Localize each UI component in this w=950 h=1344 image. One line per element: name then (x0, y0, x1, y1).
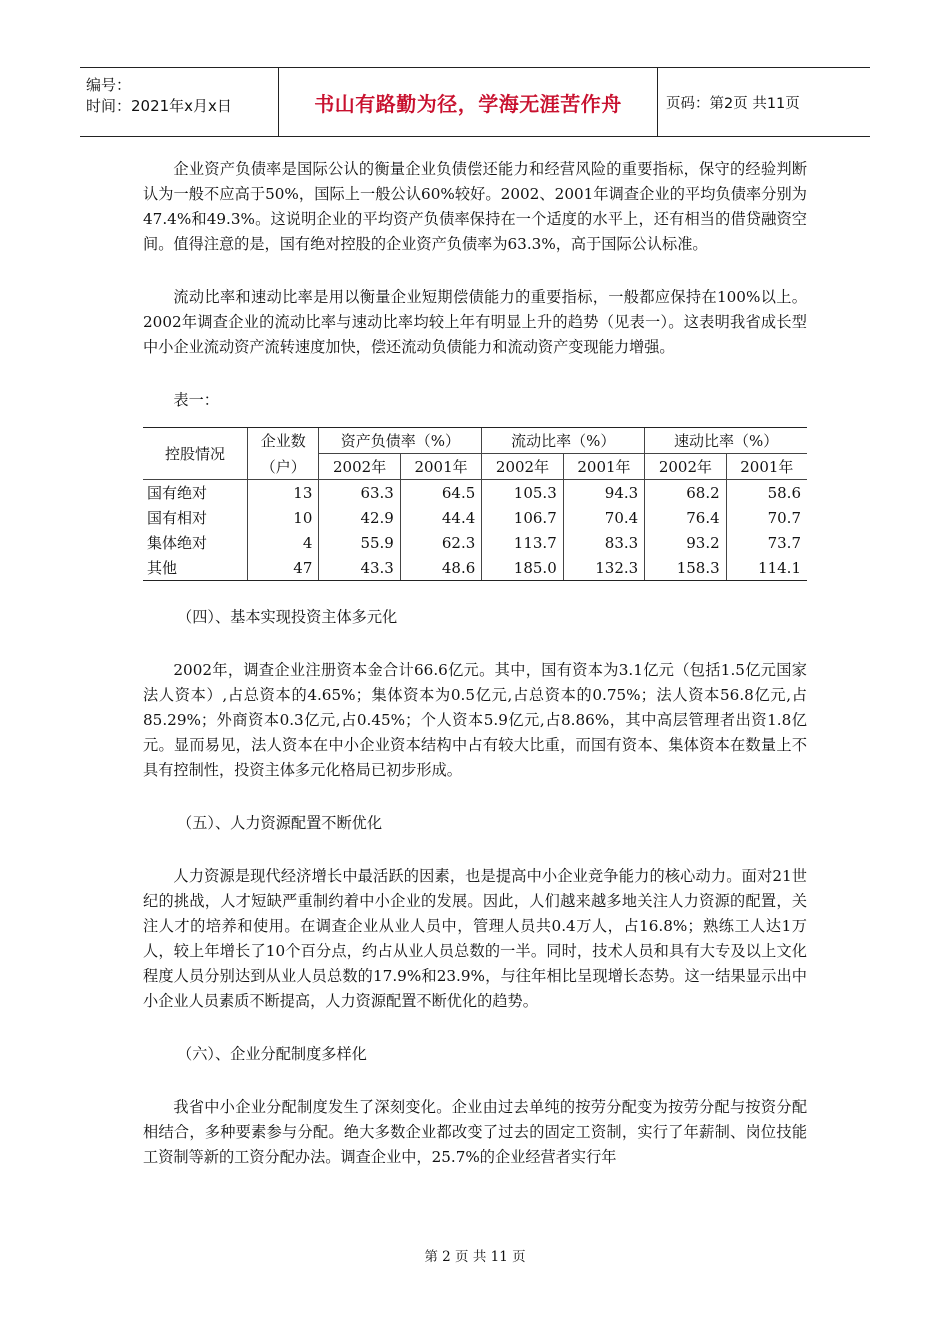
cell-value: 93.2 (645, 530, 726, 555)
cell-value: 43.3 (319, 555, 400, 581)
table-row (143, 505, 807, 530)
table-row (143, 555, 807, 581)
group-header-debt: 资产负债率（%） (319, 428, 482, 454)
table-caption: 表一： (173, 391, 219, 409)
col-header-year: 2002年 (319, 454, 400, 480)
cell-value: 105.3 (482, 480, 563, 506)
cell-value: 114.1 (726, 555, 807, 581)
section-heading-5: （五）、人力资源配置不断优化 (177, 814, 383, 832)
cell-value: 58.6 (726, 480, 807, 506)
paragraph-liquidity: 流动比率和速动比率是用以衡量企业短期偿债能力的重要指标，一般都应保持在100%以上。2002年调查企业的流动比率与速动比率均较上年有明显上升的趋势（见表一）。这表明我省成长型中小企业流动资产流转速度加快，偿还流动负债能力和流动资产变现能力增强。 (143, 288, 807, 356)
group-header-current: 流动比率（%） (482, 428, 645, 454)
col-header-year: 2002年 (645, 454, 726, 480)
row-label: 其他 (143, 555, 248, 581)
col-header-year: 2001年 (400, 454, 481, 480)
page-footer: 第 2 页 共 11 页 (424, 1249, 526, 1265)
row-label: 集体绝对 (147, 534, 208, 552)
date-label: 时间：2021年x月x日 (86, 97, 232, 115)
cell-count: 47 (248, 555, 319, 581)
cell-value: 62.3 (400, 530, 481, 555)
col-header-year: 2002年 (482, 454, 563, 480)
header-meta (80, 68, 279, 136)
doc-number-label: 编号： (86, 76, 132, 94)
header-motto: 书山有路勤为径，学海无涯苦作舟 (279, 68, 658, 136)
cell-value: 76.4 (645, 505, 726, 530)
cell-value: 113.7 (482, 530, 563, 555)
section-heading-4: （四）、基本实现投资主体多元化 (177, 608, 398, 626)
cell-count: 10 (248, 505, 319, 530)
cell-value: 94.3 (563, 480, 644, 506)
col-header-count-unit: （户） (248, 454, 319, 480)
cell-value: 185.0 (482, 555, 563, 581)
cell-value: 158.3 (645, 555, 726, 581)
header-page-info: 页码：第2页 共11页 (666, 95, 800, 112)
cell-value: 55.9 (319, 530, 400, 555)
col-header-count: 企业数 (248, 428, 319, 454)
col-header-year: 2001年 (726, 454, 807, 480)
col-header-year: 2001年 (563, 454, 644, 480)
section-heading-6: （六）、企业分配制度多样化 (177, 1045, 367, 1063)
cell-value: 64.5 (400, 480, 481, 506)
cell-value: 44.4 (400, 505, 481, 530)
page-header (80, 67, 870, 137)
table-row (143, 480, 807, 506)
paragraph-debt-ratio: 企业资产负债率是国际公认的衡量企业负债偿还能力和经营风险的重要指标，保守的经验判断认为一般不应高于50%，国际上一般公认60%较好。2002、2001年调查企业的平均负债率分别为47.4%和49.3%。这说明企业的平均资产负债率保持在一个适度的水平上，还有相当的借贷融资空间。值得注意的是，国有绝对控股的企业资产负债率为63.3%，高于国际公认标准。 (143, 160, 807, 253)
cell-value: 63.3 (319, 480, 400, 506)
group-header-quick: 速动比率（%） (645, 428, 807, 454)
cell-value: 68.2 (645, 480, 726, 506)
paragraph-distribution: 我省中小企业分配制度发生了深刻变化。企业由过去单纯的按劳分配变为按劳分配与按资分配相结合，多种要素参与分配。绝大多数企业都改变了过去的固定工资制，实行了年薪制、岗位技能工资制等新的工资分配办法。调查企业中，25.7%的企业经营者实行年 (143, 1098, 807, 1166)
row-label: 国有绝对 (143, 480, 248, 506)
cell-value: 83.3 (563, 530, 644, 555)
cell-value: 42.9 (319, 505, 400, 530)
cell-value: 132.3 (563, 555, 644, 581)
paragraph-capital: 2002年，调查企业注册资本金合计66.6亿元。其中，国有资本为3.1亿元（包括1.5亿元国家法人资本）,占总资本的4.65%；集体资本为0.5亿元,占总资本的0.75%；法人资本56.8亿元,占85.29%；外商资本0.3亿元,占0.45%；个人资本5.9亿元,占8.86%，其中高层管理者出资1.8亿元。显而易见，法人资本在中小企业资本结构中占有较大比重，而国有资本、集体资本在数量上不具有控制性，投资主体多元化格局已初步形成。 (143, 661, 807, 779)
cell-value: 70.4 (563, 505, 644, 530)
table-one (143, 427, 807, 581)
table-row (143, 530, 807, 555)
cell-count: 13 (248, 480, 319, 506)
cell-value: 106.7 (482, 505, 563, 530)
col-header-holding: 控股情况 (143, 428, 248, 480)
document-body (143, 157, 807, 1170)
cell-value: 48.6 (400, 555, 481, 581)
cell-count: 4 (248, 530, 319, 555)
cell-value: 73.7 (726, 530, 807, 555)
paragraph-human-resources: 人力资源是现代经济增长中最活跃的因素，也是提高中小企业竞争能力的核心动力。面对21世纪的挑战，人才短缺严重制约着中小企业的发展。因此，人们越来越多地关注人力资源的配置，关注人才的培养和使用。在调查企业从业人员中，管理人员共0.4万人，占16.8%；熟练工人达1万人，较上年增长了10个百分点，约占从业人员总数的一半。同时，技术人员和具有大专及以上文化程度人员分别达到从业人员总数的17.9%和23.9%，与往年相比呈现增长态势。这一结果显示出中小企业人员素质不断提高，人力资源配置不断优化的趋势。 (143, 867, 807, 1010)
row-label: 国有相对 (147, 509, 208, 527)
cell-value: 70.7 (726, 505, 807, 530)
